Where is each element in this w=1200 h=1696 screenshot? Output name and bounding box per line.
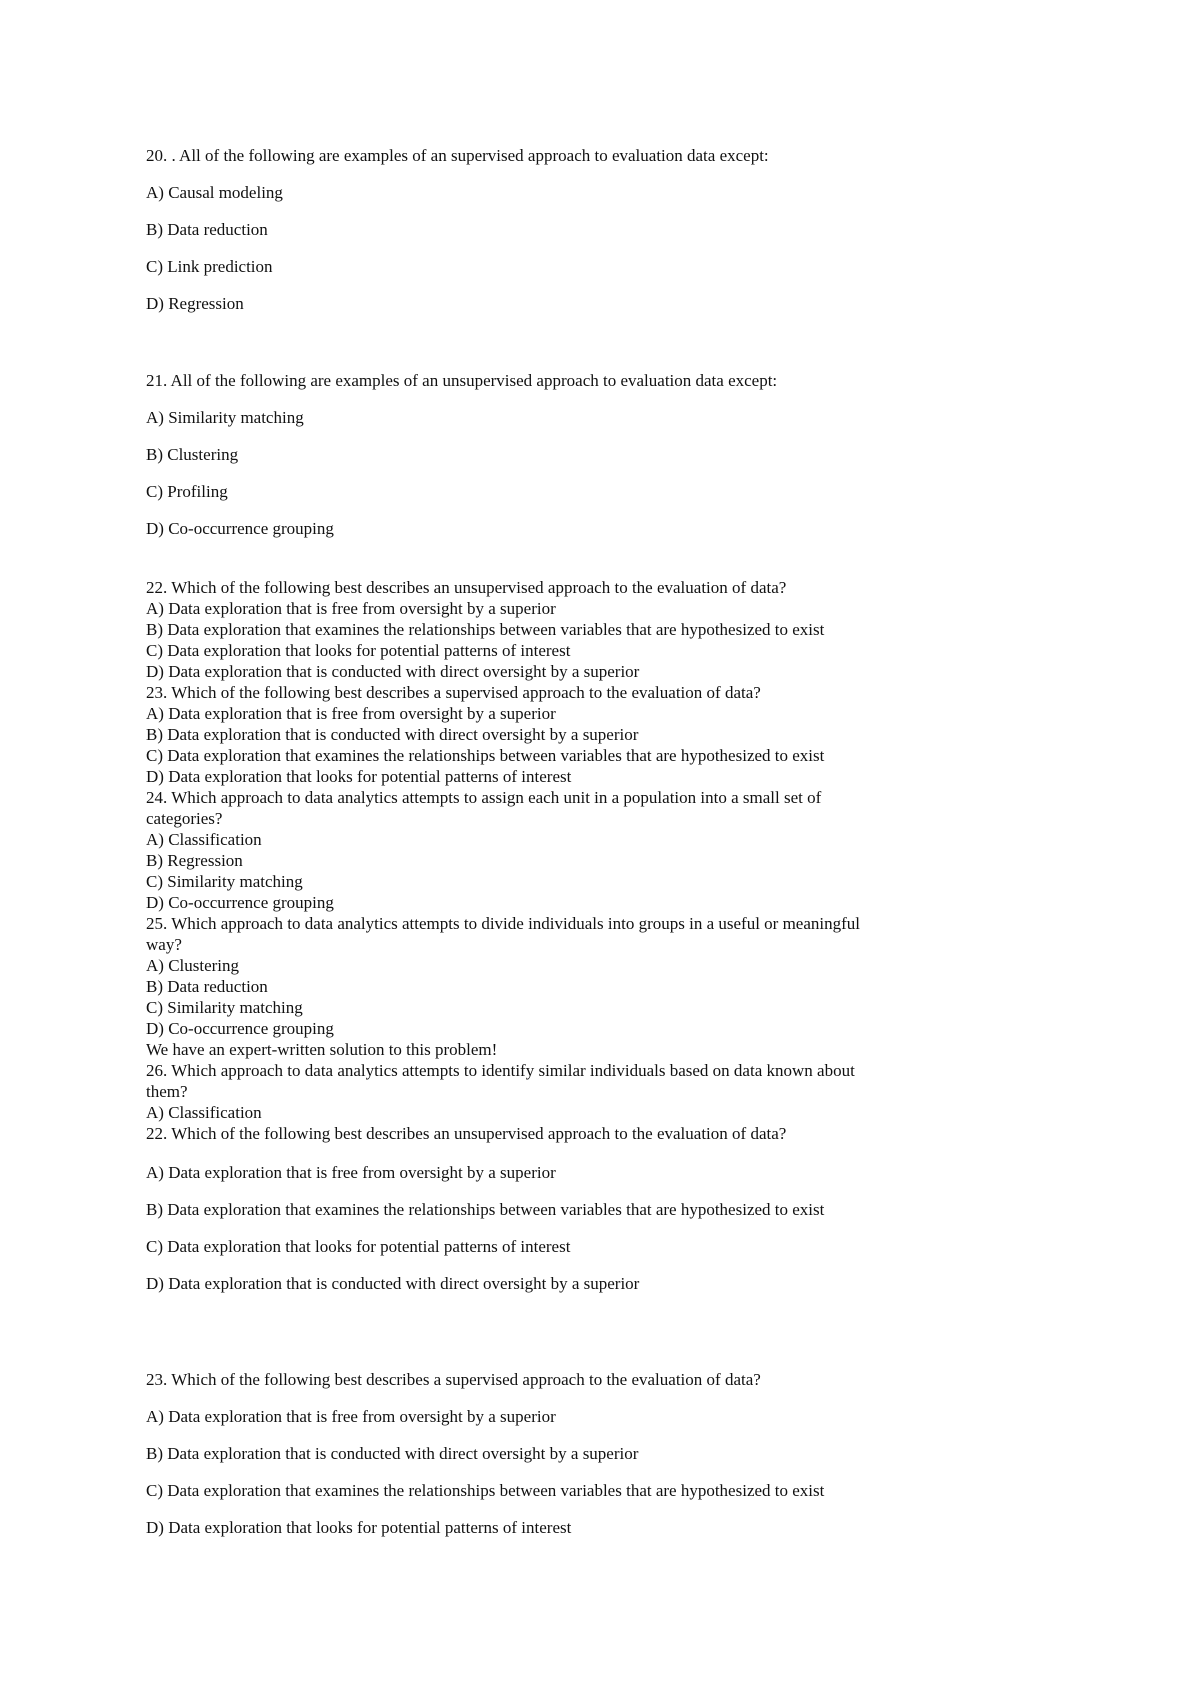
dense-question-block xyxy=(146,577,946,1144)
dense-line: D) Co-occurrence grouping xyxy=(146,1019,334,1038)
q21-option-d: D) Co-occurrence grouping xyxy=(146,519,334,538)
dense-line: We have an expert-written solution to this problem! xyxy=(146,1040,498,1059)
dense-line: D) Data exploration that is conducted with direct oversight by a superior xyxy=(146,662,640,681)
q22b-option-b: B) Data exploration that examines the relationships between variables that are hypothesized to exist xyxy=(146,1200,825,1219)
dense-line: categories? xyxy=(146,809,223,828)
q23b-option-c: C) Data exploration that examines the relationships between variables that are hypothesized to exist xyxy=(146,1481,825,1500)
q22b-option-a: A) Data exploration that is free from oversight by a superior xyxy=(146,1163,556,1182)
q21-option-b: B) Clustering xyxy=(146,445,239,464)
question-23b-text: 23. Which of the following best describes a supervised approach to the evaluation of data? xyxy=(146,1370,761,1389)
q20-option-c: C) Link prediction xyxy=(146,257,273,276)
q21-option-c: C) Profiling xyxy=(146,482,228,501)
dense-line: 24. Which approach to data analytics attempts to assign each unit in a population into a small set of xyxy=(146,788,822,807)
dense-line: C) Data exploration that looks for potential patterns of interest xyxy=(146,641,571,660)
dense-line: A) Clustering xyxy=(146,956,240,975)
dense-line: A) Classification xyxy=(146,830,262,849)
dense-line: 23. Which of the following best describes a supervised approach to the evaluation of data? xyxy=(146,683,761,702)
dense-line: C) Similarity matching xyxy=(146,998,303,1017)
q22b-option-d: D) Data exploration that is conducted with direct oversight by a superior xyxy=(146,1274,640,1293)
dense-line: 25. Which approach to data analytics attempts to divide individuals into groups in a useful or meaningful xyxy=(146,914,860,933)
dense-line: 22. Which of the following best describes an unsupervised approach to the evaluation of data? xyxy=(146,1124,787,1143)
q20-option-a: A) Causal modeling xyxy=(146,183,283,202)
dense-line: them? xyxy=(146,1082,188,1101)
q22b-option-c: C) Data exploration that looks for potential patterns of interest xyxy=(146,1237,571,1256)
dense-line: B) Data reduction xyxy=(146,977,268,996)
q23b-option-d: D) Data exploration that looks for potential patterns of interest xyxy=(146,1518,572,1537)
q20-option-b: B) Data reduction xyxy=(146,220,268,239)
question-20-text: 20. . All of the following are examples of an supervised approach to evaluation data except: xyxy=(146,146,769,165)
dense-line: A) Data exploration that is free from oversight by a superior xyxy=(146,704,556,723)
question-21-text: 21. All of the following are examples of an unsupervised approach to evaluation data except: xyxy=(146,371,778,390)
q21-option-a: A) Similarity matching xyxy=(146,408,304,427)
question-23-repeat xyxy=(146,1370,946,1538)
dense-line: 22. Which of the following best describes an unsupervised approach to the evaluation of data? xyxy=(146,578,787,597)
dense-line: C) Similarity matching xyxy=(146,872,303,891)
question-20 xyxy=(146,146,946,314)
dense-line: B) Regression xyxy=(146,851,243,870)
dense-line: 26. Which approach to data analytics attempts to identify similar individuals based on data known about xyxy=(146,1061,855,1080)
dense-line: A) Classification xyxy=(146,1103,262,1122)
q23b-option-b: B) Data exploration that is conducted with direct oversight by a superior xyxy=(146,1444,639,1463)
dense-line: D) Data exploration that looks for potential patterns of interest xyxy=(146,767,572,786)
dense-line: C) Data exploration that examines the relationships between variables that are hypothesized to exist xyxy=(146,746,825,765)
question-21 xyxy=(146,371,946,539)
dense-line: way? xyxy=(146,935,182,954)
dense-line: A) Data exploration that is free from oversight by a superior xyxy=(146,599,556,618)
question-22-repeat-options xyxy=(146,1163,946,1294)
q23b-option-a: A) Data exploration that is free from oversight by a superior xyxy=(146,1407,556,1426)
q20-option-d: D) Regression xyxy=(146,294,244,313)
dense-line: D) Co-occurrence grouping xyxy=(146,893,334,912)
dense-line: B) Data exploration that examines the relationships between variables that are hypothesized to exist xyxy=(146,620,825,639)
dense-line: B) Data exploration that is conducted with direct oversight by a superior xyxy=(146,725,639,744)
